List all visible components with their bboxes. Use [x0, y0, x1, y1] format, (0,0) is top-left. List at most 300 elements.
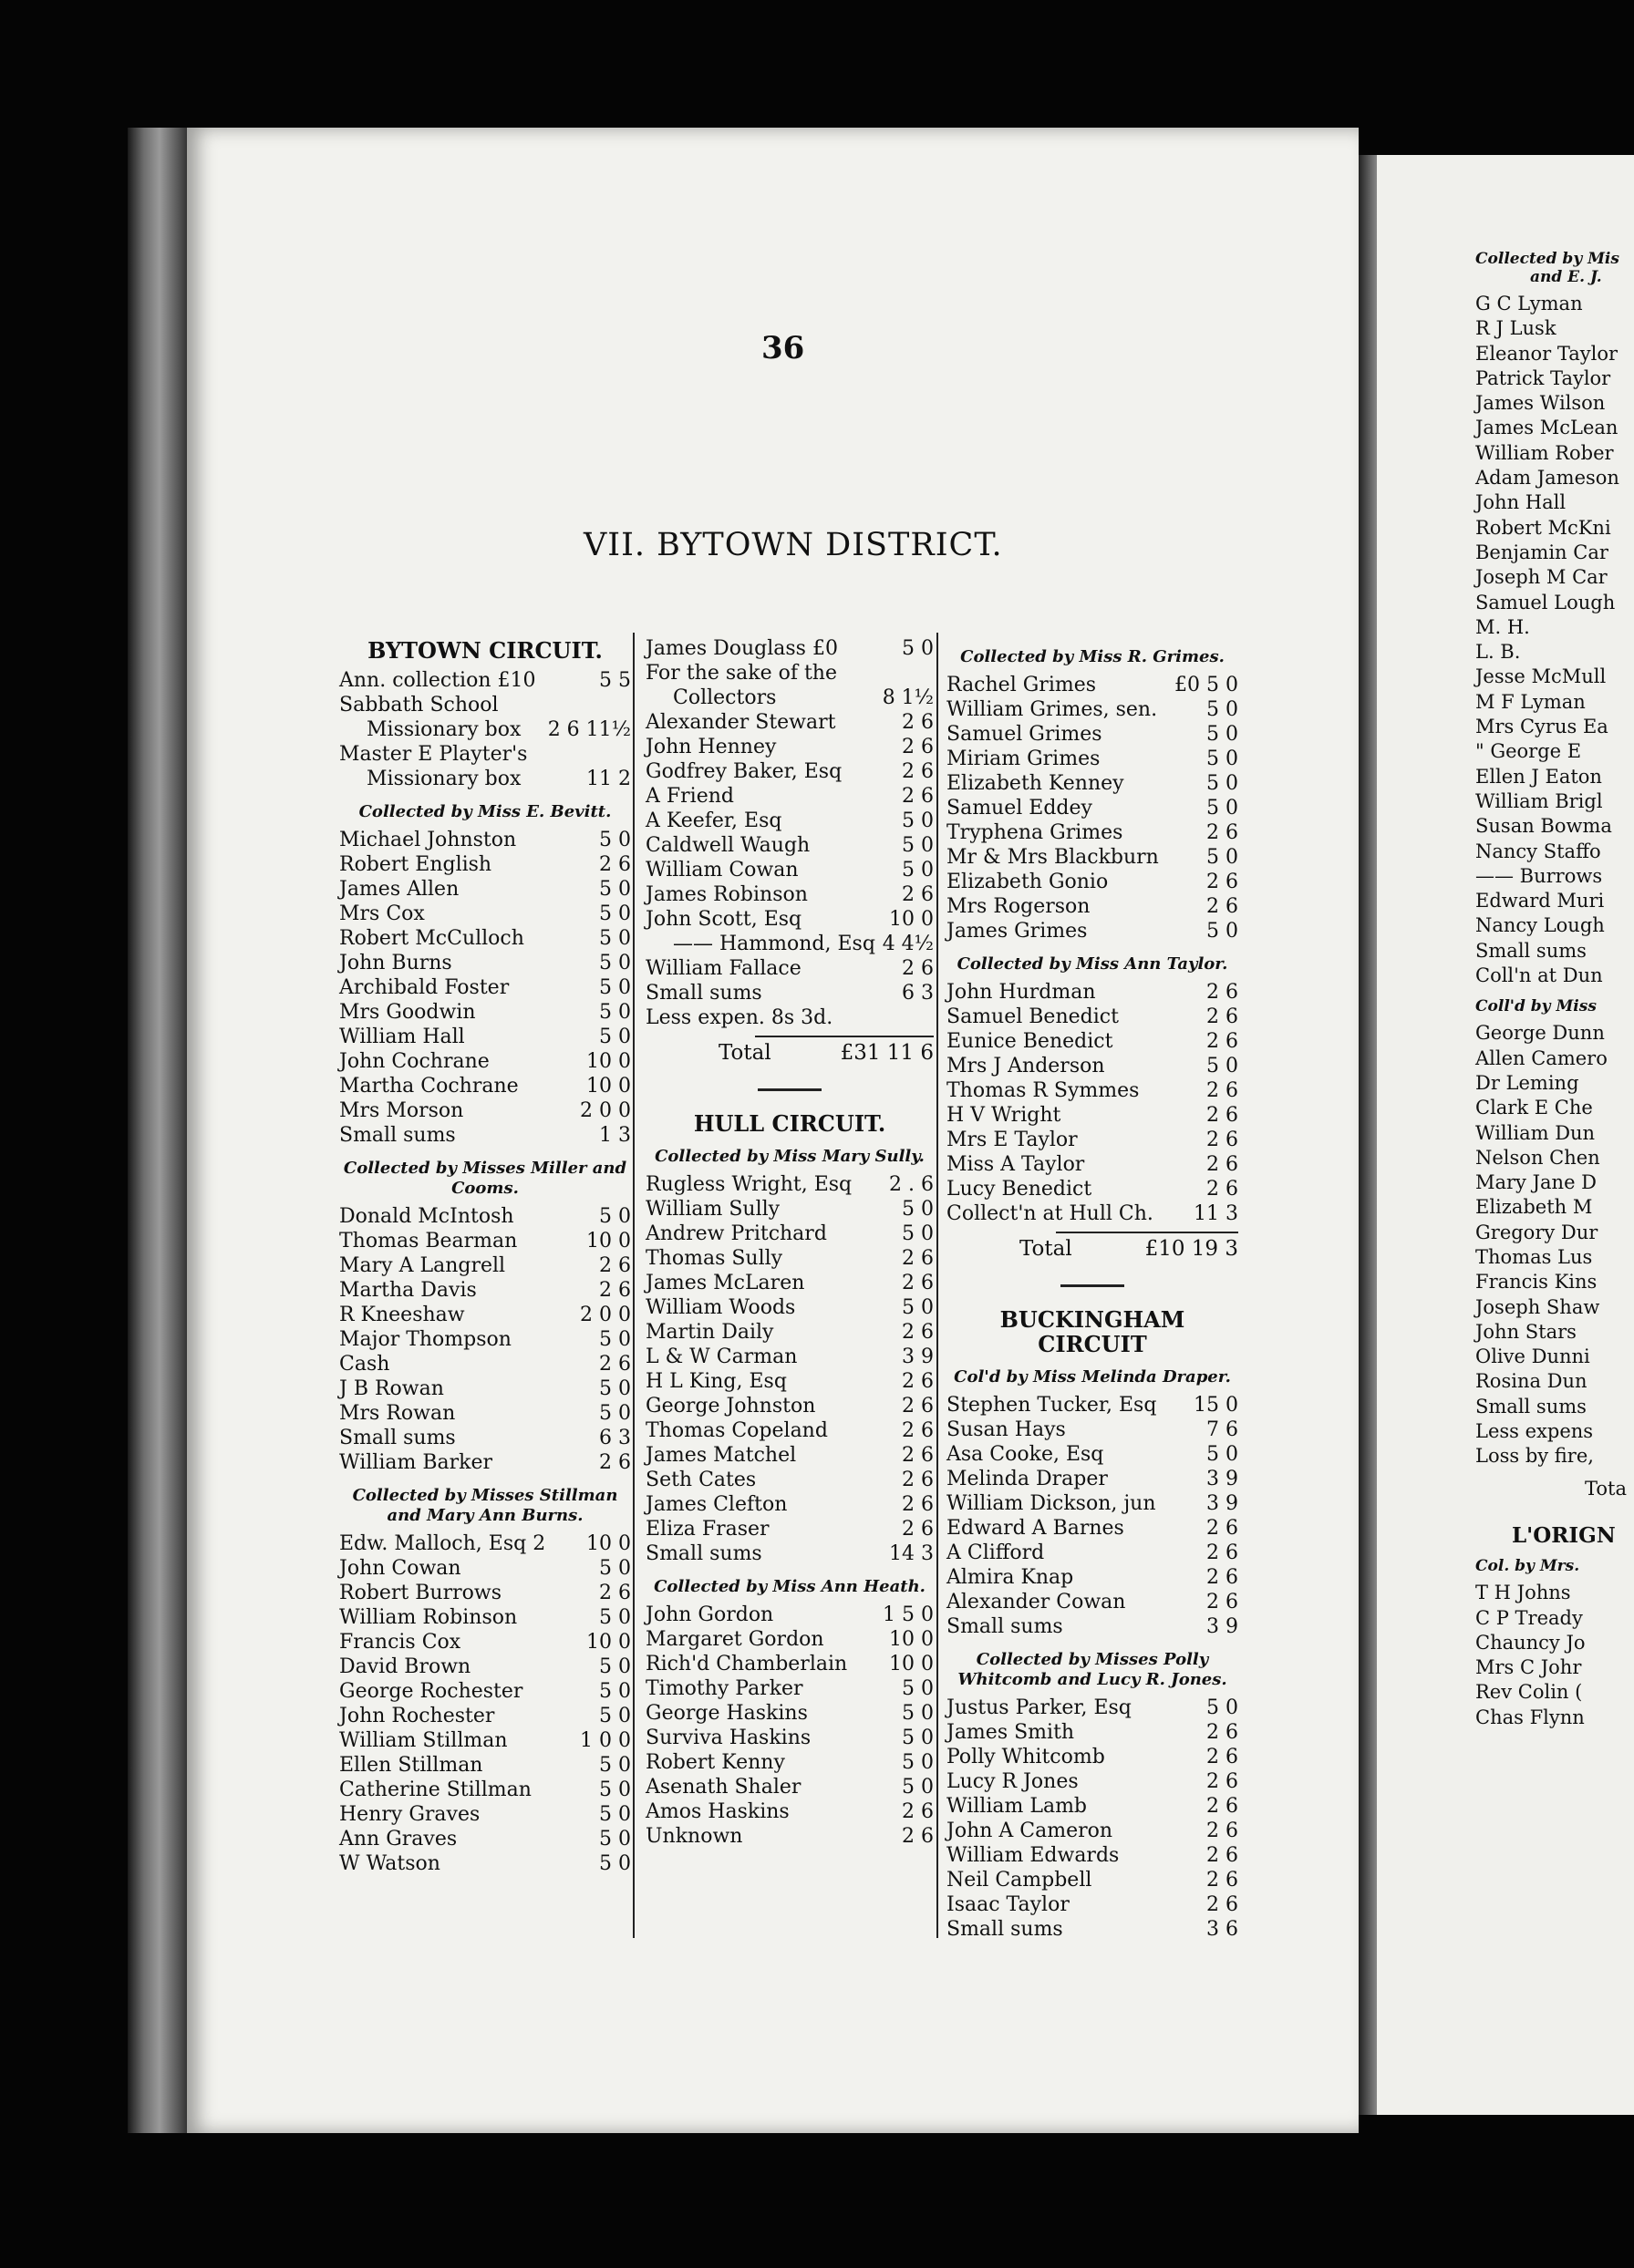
right-page-content — [1475, 155, 1627, 1730]
list-item — [339, 1253, 631, 1278]
amount: 5 0 — [599, 1705, 631, 1727]
list-item — [946, 1128, 1238, 1152]
contributor-name: Catherine Stillman — [339, 1778, 532, 1801]
contributor-name: A Clifford — [946, 1541, 1045, 1564]
list-item: Small sums — [1475, 939, 1587, 962]
district-title: VII. BYTOWN DISTRICT. — [584, 527, 1003, 563]
list-item — [339, 742, 631, 767]
list-item — [946, 1393, 1238, 1418]
amount: 2 6 — [902, 760, 934, 783]
list-item: Samuel Lough — [1475, 591, 1616, 613]
amount: 5 0 — [599, 1026, 631, 1048]
list-item: Loss by fire, — [1475, 1445, 1594, 1468]
list-item — [339, 1655, 631, 1679]
list-item — [339, 1401, 631, 1426]
list-item: C P Tready — [1475, 1606, 1583, 1629]
contributor-name: Missionary box — [367, 768, 522, 790]
contributor-name: H V Wright — [946, 1104, 1061, 1127]
amount: 2 6 — [599, 853, 631, 876]
contributor-name: Rugless Wright, Esq — [646, 1173, 853, 1196]
amount: 2 6 — [902, 1419, 934, 1442]
list-item — [339, 1074, 631, 1098]
amount: £0 5 0 — [1174, 674, 1238, 696]
list-item — [646, 710, 934, 735]
contributor-name: William Edwards — [946, 1844, 1120, 1867]
list-item — [339, 1123, 631, 1148]
total-label: Total — [1019, 1237, 1072, 1261]
total-label: Total — [719, 1041, 771, 1065]
list-item: Less expens — [1475, 1420, 1594, 1443]
contributor-name: Alexander Cowan — [946, 1591, 1126, 1613]
contributor-name: John Rochester — [339, 1705, 495, 1727]
list-item — [946, 1054, 1238, 1078]
amount: 2 6 — [902, 711, 934, 734]
amount: 2 6 — [1206, 1079, 1238, 1102]
contributor-name: Donald McIntosh — [339, 1205, 514, 1228]
list-item: Mrs Cyrus Ea — [1475, 716, 1608, 738]
contributor-name: For the sake of the — [646, 662, 837, 685]
list-item: Chas Flynn — [1475, 1706, 1585, 1728]
contributor-name: Henry Graves — [339, 1803, 481, 1826]
list-item — [946, 1614, 1238, 1639]
list-item: Nancy Lough — [1475, 914, 1605, 937]
column-hull-buckingham — [946, 636, 1238, 1942]
list-item: William Dun — [1475, 1121, 1596, 1144]
contributor-name: Eunice Benedict — [946, 1030, 1113, 1053]
amount: 3 9 — [902, 1345, 934, 1368]
amount: 2 0 0 — [580, 1099, 631, 1122]
list-item: James McLean — [1475, 417, 1618, 439]
list-item — [339, 828, 631, 852]
contributor-name: Francis Cox — [339, 1631, 461, 1654]
list-item — [339, 1851, 631, 1876]
contributor-name: William Cowan — [646, 859, 799, 881]
list-item — [946, 1745, 1238, 1769]
contributor-name: W Watson — [339, 1852, 440, 1875]
right-page — [1359, 155, 1634, 2115]
list-item — [339, 1802, 631, 1827]
list-item — [946, 1201, 1238, 1226]
amount: 5 0 — [599, 1778, 631, 1801]
list-item — [646, 1726, 934, 1750]
list-item — [339, 717, 631, 742]
list-item — [646, 661, 934, 686]
list-item — [646, 956, 934, 981]
amount: 2 6 — [902, 1469, 934, 1491]
list-item: Adam Jameson — [1475, 467, 1619, 490]
contributor-name: James Clefton — [646, 1493, 788, 1516]
amount: 5 0 — [599, 1754, 631, 1777]
list-item — [339, 693, 631, 717]
list-item: Chauncy Jo — [1475, 1631, 1586, 1654]
contributor-name: Alexander Stewart — [646, 711, 836, 734]
contributor-name: Mrs Morson — [339, 1099, 464, 1122]
amount: 1 3 — [599, 1124, 631, 1147]
amount: 5 0 — [599, 1828, 631, 1850]
contributor-name: John Henney — [646, 736, 777, 758]
contributor-name: Almira Knap — [946, 1566, 1074, 1589]
list-item — [339, 1426, 631, 1450]
amount: 5 0 — [902, 859, 934, 881]
list-item — [646, 1222, 934, 1246]
list-item: Rev Colin ( — [1475, 1681, 1583, 1704]
amount: 5 0 — [902, 1296, 934, 1319]
list-item: William Brigl — [1475, 789, 1603, 812]
list-item: John Stars — [1475, 1320, 1577, 1343]
collector-caption: Collected by Miss Ann Heath. — [654, 1577, 926, 1596]
list-item: Jesse McMull — [1475, 665, 1607, 688]
amount: 3 9 — [1206, 1615, 1238, 1638]
list-item — [946, 1442, 1238, 1467]
list-item — [946, 980, 1238, 1005]
list-item — [339, 1605, 631, 1630]
list-item — [646, 1603, 934, 1627]
page-gutter — [1359, 155, 1377, 2115]
contributor-name: Samuel Eddey — [946, 797, 1092, 820]
collector-caption: Collected by Mis — [1475, 250, 1619, 268]
amount: 2 6 — [599, 1451, 631, 1474]
amount: 2 6 — [902, 736, 934, 758]
collector-caption: Collected by Miss R. Grimes. — [960, 647, 1225, 666]
contributor-name: James McLaren — [646, 1272, 805, 1294]
collector-caption: Collected by Miss Mary Sully. — [655, 1147, 925, 1166]
amount: 2 6 — [1206, 895, 1238, 918]
amount: 7 6 — [1206, 1418, 1238, 1441]
contributor-name: Missionary box — [367, 718, 522, 741]
total-row — [946, 1237, 1238, 1268]
list-item — [646, 1676, 934, 1701]
list-item — [946, 1769, 1238, 1794]
list-item: Olive Dunni — [1475, 1345, 1590, 1368]
list-item — [339, 1556, 631, 1581]
contributor-name: Major Thompson — [339, 1328, 512, 1351]
contributor-name: Andrew Pritchard — [646, 1222, 827, 1245]
amount: 2 6 — [1206, 1844, 1238, 1867]
amount: 5 0 — [599, 1402, 631, 1425]
list-item — [646, 1394, 934, 1418]
list-item — [646, 858, 934, 882]
amount: 2 6 — [902, 1444, 934, 1467]
contributor-name: James Allen — [339, 878, 460, 901]
list-item — [646, 907, 934, 932]
contributor-name: Godfrey Baker, Esq — [646, 760, 843, 783]
list-item — [339, 1098, 631, 1123]
list-item — [339, 1204, 631, 1229]
list-item: Edward Muri — [1475, 890, 1605, 912]
contributor-name: Robert Burrows — [339, 1582, 502, 1604]
amount: 2 6 — [1206, 1746, 1238, 1768]
list-item — [646, 1750, 934, 1775]
list-item — [646, 759, 934, 784]
amount: 1 0 0 — [580, 1729, 631, 1752]
amount: 5 0 — [599, 1557, 631, 1580]
collector-caption: Collected by Misses Miller and Cooms. — [343, 1159, 627, 1198]
list-item: Francis Kins — [1475, 1271, 1598, 1294]
list-item — [339, 1229, 631, 1253]
amount: 10 0 — [889, 1628, 934, 1651]
list-item — [946, 673, 1238, 697]
contributor-name: Miriam Grimes — [946, 747, 1101, 770]
contributor-name: John Scott, Esq — [646, 908, 802, 931]
contributor-name: Samuel Benedict — [946, 1005, 1119, 1028]
contributor-name: Martha Cochrane — [339, 1075, 519, 1098]
amount: 2 6 — [1206, 1820, 1238, 1842]
contributor-name: Collect'n at Hull Ch. — [946, 1202, 1153, 1225]
list-item — [946, 1696, 1238, 1720]
amount: 2 6 — [902, 1272, 934, 1294]
list-item — [646, 1172, 934, 1197]
list-item: Gregory Dur — [1475, 1221, 1598, 1243]
list-item — [946, 919, 1238, 943]
list-item — [646, 1295, 934, 1320]
amount: 5 0 — [902, 1727, 934, 1749]
collector-caption: and E. J. — [1530, 268, 1602, 286]
amount: 5 0 — [1206, 797, 1238, 820]
list-item: Clark E Che — [1475, 1097, 1593, 1119]
contributor-name: Robert English — [339, 853, 492, 876]
amount: 6 3 — [599, 1427, 631, 1449]
list-item: Joseph Shaw — [1475, 1295, 1600, 1318]
list-item — [646, 882, 934, 907]
list-item: Nelson Chen — [1475, 1146, 1600, 1169]
list-item: Nancy Staffo — [1475, 840, 1601, 862]
amount: 2 6 — [1206, 821, 1238, 844]
contributor-name: Asenath Shaler — [646, 1776, 801, 1799]
list-item — [339, 902, 631, 926]
circuit-heading: HULL CIRCUIT. — [693, 1110, 886, 1137]
total-fragment: Tota — [1585, 1477, 1627, 1500]
contributor-name: John Cochrane — [339, 1050, 490, 1073]
contributor-name: Ann Graves — [339, 1828, 458, 1850]
list-item: Ellen J Eaton — [1475, 765, 1602, 788]
list-item — [339, 1376, 631, 1401]
amount: 5 0 — [902, 834, 934, 857]
amount: 14 3 — [889, 1542, 934, 1565]
list-item — [946, 796, 1238, 820]
amount: 2 6 — [599, 1279, 631, 1302]
list-item — [646, 686, 934, 710]
list-item — [339, 1000, 631, 1025]
list-item: Rosina Dun — [1475, 1370, 1587, 1393]
amount: 2 6 — [1206, 1591, 1238, 1613]
list-item — [946, 1177, 1238, 1201]
contributor-name: Ann. collection £10 — [339, 669, 536, 692]
amount: 2 6 — [1206, 1770, 1238, 1793]
contributor-name: David Brown — [339, 1655, 471, 1678]
amount: 2 6 — [1206, 1541, 1238, 1564]
contributor-name: Elizabeth Kenney — [946, 772, 1124, 795]
contributor-name: William Hall — [339, 1026, 465, 1048]
contributor-name: L & W Carman — [646, 1345, 798, 1368]
list-item — [339, 1728, 631, 1753]
list-item — [339, 1327, 631, 1352]
list-item — [339, 1352, 631, 1376]
contributor-name: John Gordon — [646, 1603, 774, 1626]
contributor-name: Ellen Stillman — [339, 1754, 483, 1777]
list-item: John Hall — [1475, 491, 1567, 514]
list-item — [646, 833, 934, 858]
contributor-name: Mrs J Anderson — [946, 1055, 1105, 1077]
amount: 5 0 — [599, 927, 631, 950]
list-item — [946, 1720, 1238, 1745]
collector-caption: Collected by Miss E. Bevitt. — [358, 802, 612, 821]
contributor-name: Edward A Barnes — [946, 1517, 1124, 1540]
list-item — [946, 1565, 1238, 1590]
list-item — [946, 1103, 1238, 1128]
amount: 5 0 — [599, 1205, 631, 1228]
list-item — [646, 1005, 934, 1030]
contributor-name: William Woods — [646, 1296, 796, 1319]
contributor-name: Unknown — [646, 1825, 743, 1848]
total-rule — [1056, 1232, 1238, 1233]
amount: 2 6 — [1206, 1869, 1238, 1892]
circuit-heading: L'ORIGN — [1512, 1522, 1616, 1548]
circuit-heading: BUCKINGHAM CIRCUIT — [999, 1306, 1185, 1357]
contributor-name: —— Hammond, Esq — [673, 933, 875, 955]
amount: 2 6 — [1206, 1178, 1238, 1201]
contributor-name: Caldwell Waugh — [646, 834, 811, 857]
contributor-name: Small sums — [946, 1918, 1063, 1941]
amount: 10 0 — [889, 908, 934, 931]
list-item — [646, 1418, 934, 1443]
list-item — [946, 697, 1238, 722]
contributor-name: Rich'd Chamberlain — [646, 1653, 848, 1675]
list-item — [646, 1824, 934, 1849]
list-item — [339, 767, 631, 791]
list-item: M F Lyman — [1475, 690, 1586, 713]
contributor-name: John Burns — [339, 952, 452, 974]
amount: 5 0 — [599, 829, 631, 851]
contributor-name: William Sully — [646, 1198, 781, 1221]
contributor-name: Justus Parker, Esq — [946, 1696, 1132, 1719]
list-item — [946, 771, 1238, 796]
collector-caption: Collected by Misses Polly Whitcomb and Lucy R. Jones. — [957, 1650, 1227, 1689]
list-item — [946, 894, 1238, 919]
list-item — [946, 845, 1238, 870]
amount: 2 6 — [902, 957, 934, 980]
amount: 2 6 — [1206, 871, 1238, 893]
collector-caption: Col'd by Miss Melinda Draper. — [954, 1367, 1231, 1387]
list-item: Thomas Lus — [1475, 1245, 1593, 1268]
amount: 10 0 — [586, 1050, 631, 1073]
list-item — [339, 1778, 631, 1802]
contributor-name: Isaac Taylor — [946, 1893, 1070, 1916]
contributor-name: Stephen Tucker, Esq — [946, 1394, 1157, 1417]
right-page-column — [1475, 155, 1627, 1730]
contributor-name: Susan Hays — [946, 1418, 1066, 1441]
amount: 2 6 — [1206, 1129, 1238, 1151]
contributor-name: Mrs Rowan — [339, 1402, 456, 1425]
contributor-name: Small sums — [339, 1427, 456, 1449]
list-item — [646, 1197, 934, 1222]
amount: 2 6 — [1206, 981, 1238, 1004]
amount: 2 6 — [1206, 1153, 1238, 1176]
contributor-name: Asa Cooke, Esq — [946, 1443, 1104, 1466]
list-item — [646, 1517, 934, 1541]
contributor-name: John Hurdman — [946, 981, 1096, 1004]
contributor-name: Tryphena Grimes — [946, 821, 1123, 844]
collector-caption: Collected by Misses Stillman and Mary Ann Burns. — [352, 1486, 618, 1525]
list-item — [946, 1819, 1238, 1843]
list-item — [646, 1320, 934, 1345]
amount: 5 0 — [902, 637, 934, 660]
circuit-heading: BYTOWN CIRCUIT. — [367, 637, 603, 664]
section-divider — [758, 1088, 822, 1091]
contributor-name: H L King, Esq — [646, 1370, 787, 1393]
list-item — [646, 932, 934, 956]
list-item: Dr Leming — [1475, 1071, 1579, 1094]
list-item — [339, 1303, 631, 1327]
contributor-name: Seth Cates — [646, 1469, 757, 1491]
amount: 2 6 — [902, 1825, 934, 1848]
amount: 5 5 — [599, 669, 631, 692]
contributor-name: Thomas R Symmes — [946, 1079, 1140, 1102]
contributor-name: Cash — [339, 1353, 390, 1376]
amount: 2 0 0 — [580, 1304, 631, 1326]
list-item — [646, 1369, 934, 1394]
contributor-name: Robert McCulloch — [339, 927, 524, 950]
list-item: Susan Bowma — [1475, 815, 1612, 838]
list-item — [339, 877, 631, 902]
contributor-name: George Johnston — [646, 1395, 816, 1418]
contributor-name: Martha Davis — [339, 1279, 477, 1302]
book-spine-edge — [128, 128, 191, 2133]
contributor-name: A Friend — [646, 785, 734, 808]
list-item — [646, 1775, 934, 1799]
list-item — [646, 1271, 934, 1295]
list-item — [646, 1627, 934, 1652]
list-item — [646, 1652, 934, 1676]
contributor-name: Thomas Sully — [646, 1247, 783, 1270]
list-item — [339, 1704, 631, 1728]
contributor-name: Neil Campbell — [946, 1869, 1092, 1892]
total-value: £31 11 6 — [840, 1041, 934, 1065]
amount: 5 0 — [599, 952, 631, 974]
list-item — [946, 1152, 1238, 1177]
list-item — [646, 981, 934, 1005]
list-item — [339, 1581, 631, 1605]
amount: 11 2 — [586, 768, 631, 790]
contributor-name: William Fallace — [646, 957, 801, 980]
list-item: " George E — [1475, 740, 1582, 763]
amount: 10 0 — [586, 1532, 631, 1555]
list-item — [946, 722, 1238, 747]
amount: 11 3 — [1194, 1202, 1238, 1225]
contributor-name: Michael Johnston — [339, 829, 517, 851]
list-item — [946, 1541, 1238, 1565]
amount: 5 0 — [1206, 747, 1238, 770]
amount: 5 0 — [902, 1702, 934, 1725]
page-number: 36 — [761, 330, 805, 366]
amount: 10 0 — [889, 1653, 934, 1675]
amount: 5 0 — [1206, 723, 1238, 746]
list-item: James Wilson — [1475, 392, 1606, 415]
list-item — [339, 668, 631, 693]
list-item: William Rober — [1475, 441, 1614, 464]
section-divider — [1060, 1284, 1124, 1287]
list-item: G C Lyman — [1475, 293, 1583, 314]
list-item — [946, 1029, 1238, 1054]
list-item — [946, 1005, 1238, 1029]
contributor-name: Rachel Grimes — [946, 674, 1097, 696]
contributor-name: George Haskins — [646, 1702, 808, 1725]
list-item — [339, 1025, 631, 1049]
total-row — [646, 1041, 934, 1072]
contributor-name: Lucy Benedict — [946, 1178, 1092, 1201]
contributor-name: Mary A Langrell — [339, 1254, 506, 1277]
list-item — [946, 1516, 1238, 1541]
list-item — [946, 1892, 1238, 1917]
